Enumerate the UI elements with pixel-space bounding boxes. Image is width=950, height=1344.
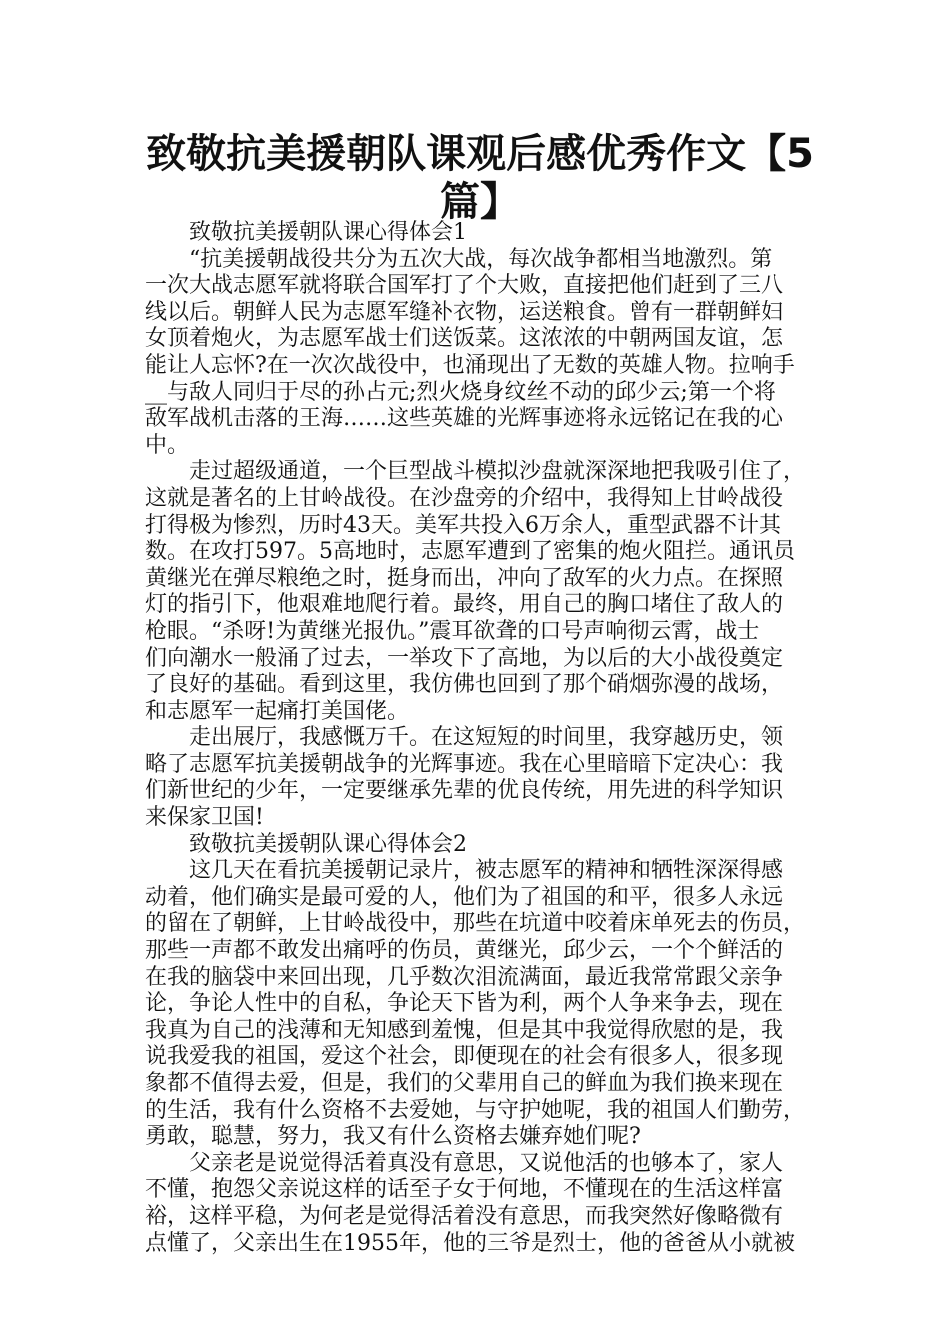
document-body	[145, 220, 825, 1257]
paragraph-line: 略了志愿军抗美援朝战争的光辉事迹。我在心里暗暗下定决心：我	[145, 751, 784, 777]
paragraph-line: 灯的指引下，他艰难地爬行着。最终，用自己的胸口堵住了敌人的	[145, 592, 784, 618]
paragraph-line: 们新世纪的少年，一定要继承先辈的优良传统，用先进的科学知识	[145, 778, 784, 804]
paragraph-line: 那些一声都不敢发出痛呼的伤员，黄继光，邱少云，一个个鲜活的	[145, 938, 784, 964]
paragraph-line: 象都不值得去爱，但是，我们的父辈用自己的鲜血为我们换来现在	[145, 1071, 784, 1096]
paragraph-line: 说我爱我的祖国，爱这个社会，即便现在的社会有很多人，很多现	[145, 1044, 784, 1070]
paragraph-line: 勇敢，聪慧，努力，我又有什么资格去嫌弃她们呢?	[145, 1124, 641, 1150]
paragraph-line: 动着，他们确实是最可爱的人，他们为了祖国的和平，很多人永远	[145, 884, 784, 910]
paragraph-line: 的留在了朝鲜，上甘岭战役中，那些在坑道中咬着床单死去的伤员，	[145, 911, 806, 937]
paragraph-line: 点懂了，父亲出生在1955年，他的三爷是烈士，他的爸爸从小就被	[145, 1230, 795, 1256]
paragraph-line: 了良好的基础。看到这里，我仿佛也回到了那个硝烟弥漫的战场，	[145, 672, 784, 698]
paragraph-line: 数。在攻打597。5高地时，志愿军遭到了密集的炮火阻拦。通讯员	[145, 539, 795, 565]
paragraph-line: “抗美援朝战役共分为五次大战，每次战争都相当地激烈。第	[189, 246, 773, 272]
paragraph-line: 中。	[145, 432, 190, 458]
paragraph-line: 线以后。朝鲜人民为志愿军缝补衣物，运送粮食。曾有一群朝鲜妇	[145, 299, 784, 325]
title-line-1: 致敬抗美援朝队课观后感优秀作文【5	[146, 131, 814, 177]
paragraph-line: 黄继光在弹尽粮绝之时，挺身而出，冲向了敌军的火力点。在探照	[145, 565, 784, 591]
paragraph-line: 们向潮水一般涌了过去，一举攻下了高地，为以后的大小战役奠定	[145, 645, 784, 671]
paragraph-line: 走过超级通道，一个巨型战斗模拟沙盘就深深地把我吸引住了，	[189, 459, 806, 485]
title-line-2: 篇】	[440, 179, 520, 225]
paragraph-line: 和志愿军一起痛打美国佬。	[145, 698, 410, 724]
paragraph-line: 不懂，抱怨父亲说这样的话至子女于何地，不懂现在的生活这样富	[145, 1177, 784, 1203]
section-heading: 致敬抗美援朝队课心得体会2	[189, 831, 467, 857]
paragraph-line: 能让人忘怀?在一次次战役中，也涌现出了无数的英雄人物。拉响手	[145, 352, 795, 378]
paragraph-line: 这就是著名的上甘岭战役。在沙盘旁的介绍中，我得知上甘岭战役	[145, 485, 784, 511]
paragraph-line: 女顶着炮火，为志愿军战士们送饭菜。这浓浓的中朝两国友谊，怎	[145, 326, 784, 352]
document-title	[140, 130, 820, 226]
paragraph-line: __与敌人同归于尽的孙占元;烈火烧身纹丝不动的邱少云;第一个将	[145, 379, 776, 405]
paragraph-line: 一次大战志愿军就将联合国军打了个大败，直接把他们赶到了三八	[145, 273, 784, 299]
paragraph-line: 论，争论人性中的自私，争论天下皆为利，两个人争来争去，现在	[145, 991, 784, 1017]
paragraph-line: 敌军战机击落的王海……这些英雄的光辉事迹将永远铭记在我的心	[145, 406, 784, 432]
paragraph-line: 父亲老是说觉得活着真没有意思，又说他活的也够本了，家人	[189, 1150, 784, 1176]
paragraph-line: 走出展厅，我感慨万千。在这短短的时间里，我穿越历史，领	[189, 725, 784, 751]
paragraph-line: 的生活，我有什么资格不去爱她，与守护她呢，我的祖国人们勤劳，	[145, 1097, 806, 1123]
paragraph-line: 枪眼。“杀呀!为黄继光报仇。”震耳欲聋的口号声响彻云霄，战士	[145, 618, 760, 644]
paragraph-line: 我真为自己的浅薄和无知感到羞愧，但是其中我觉得欣慰的是，我	[145, 1017, 784, 1043]
paragraph-line: 打得极为惨烈，历时43天。美军共投入6万余人，重型武器不计其	[145, 512, 781, 538]
paragraph-line: 裕，这样平稳，为何老是觉得活着没有意思，而我突然好像略微有	[145, 1203, 784, 1229]
paragraph-line: 在我的脑袋中来回出现，几乎数次泪流满面，最近我常常跟父亲争	[145, 964, 784, 990]
section-heading: 致敬抗美援朝队课心得体会1	[189, 220, 467, 245]
paragraph-line: 来保家卫国!	[145, 805, 264, 831]
paragraph-line: 这几天在看抗美援朝记录片，被志愿军的精神和牺牲深深得感	[189, 858, 784, 884]
